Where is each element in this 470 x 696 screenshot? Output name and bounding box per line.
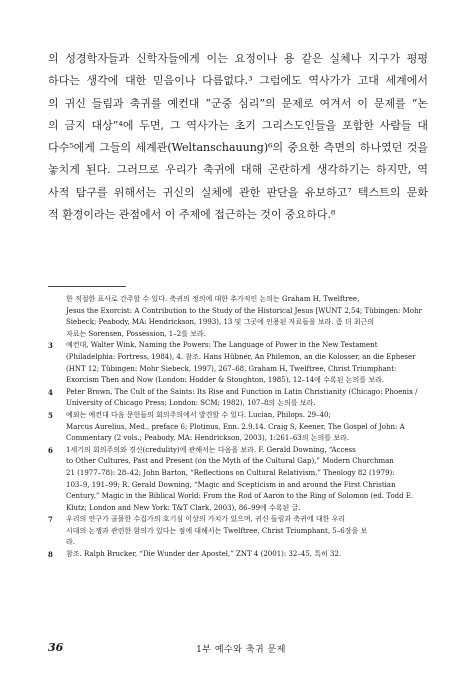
footnote-number: 5: [48, 410, 53, 420]
footnote-line: (Philadelphia: Fortress, 1984), 4. 참조. Hans Hübner, An Philemon, an die Kolosser, an die Epheser: [66, 352, 416, 361]
footnote-number: [48, 294, 66, 340]
body-text: [48, 48, 428, 226]
footnote-line: Siebeck; Peabody, MA: Hendrickson, 1993), 13 및 그곳에 인용된 자료들을 보라. 좀 더 최근의: [66, 318, 375, 327]
footnote-8: [48, 549, 434, 561]
footnote-number: 4: [48, 387, 53, 397]
footnote-line: (HNT 12; Tübingen: Mohr Siebeck, 1997), 267–68, Graham H, Twelftree, Christ Triumphant:: [66, 364, 397, 373]
body-line: 의 귀신 들림과 축귀를 예컨대 “군중 심리”의 문제로 여겨서 이 문제를 “논: [48, 96, 428, 110]
footnote-line: 예외는 예컨대 다음 문헌들의 회의주의에서 발견할 수 있다. Lucian, Philops. 29–40;: [66, 410, 331, 419]
page-number: 36: [48, 641, 64, 654]
footnote-4: [48, 387, 434, 410]
footnote-line: 우리의 연구가 골몰한 수집가의 호기심 이상의 가치가 있으며, 귀신 들림과 축귀에 대한 우리: [66, 515, 346, 524]
running-head: 1부 예수와 축귀 문제: [196, 645, 286, 655]
footnote-line: Klutz; London and New York: T&T Clark, 2003), 86–99에 수록된 글.: [66, 503, 301, 512]
footnote-6: [48, 445, 434, 515]
body-line: 하다는 생각에 대한 믿음이나 다름없다.³ 그럼에도 역사가가 고대 세계에서: [48, 74, 428, 88]
footnote-3: [48, 340, 434, 386]
footnote-divider: [48, 286, 126, 287]
page-footer: [48, 641, 434, 657]
footnote-line: Commentary (2 vols.; Peabody, MA: Hendrickson, 2003), 1:261–63의 논의를 보라.: [66, 434, 349, 443]
body-line: 사적 탐구를 위해서는 귀신의 실체에 관한 판단을 유보하고⁷ 텍스트의 문화: [48, 185, 428, 199]
body-line: 다수⁵에게 그들의 세계관(Weltanschauung)⁶의 중요한 측면의 하나였던 것을: [48, 141, 428, 155]
footnote-line: 1세기의 회의주의와 경신(credulity)에 관해서는 다음을 보라. F. Gerald Downing, “Access: [66, 445, 356, 454]
footnote-line: 예컨대, Walter Wink, Naming the Powers: The Language of Power in the New Testament: [66, 341, 378, 350]
footnote-number: 6: [48, 445, 53, 455]
footnote-line: University of Chicago Press; London: SCM; 1982), 107–8의 논의를 보라.: [66, 399, 316, 408]
footnote-line: 103–9, 191–99; R. Gerald Downing, “Magic and Scepticism in and around the First Christian: [66, 480, 396, 489]
footnote-line: 자료는 Sorensen, Possession, 1–2를 보라.: [66, 329, 206, 338]
footnote-number: 8: [48, 550, 53, 560]
footnote-line: to Other Cultures, Past and Present (on the Myth of the Cultural Gap),” Modern Churchman: [66, 457, 394, 466]
footnotes: [48, 294, 434, 561]
body-line: 적 환경이라는 관점에서 이 주제에 접근하는 것이 중요하다.⁸: [48, 208, 336, 222]
footnote-line: Jesus the Exorcist: A Contribution to the Study of the Historical Jesus [WUNT 2,54; Tübingen: Mohr: [66, 306, 422, 315]
footnote-number: 3: [48, 341, 53, 351]
body-line: 놓치게 된다. 그러므로 우리가 축귀에 대해 곤란하게 생각하기는 하지만, 역: [48, 163, 428, 177]
footnote-5: [48, 410, 434, 445]
footnote-7: [48, 514, 434, 549]
footnote-line: Century,” Magic in the Biblical World: From the Rod of Aaron to the Ring of Solomon (ed. Todd E.: [66, 492, 414, 501]
footnote-line: Peter Brown, The Cult of the Saints: Its Rise and Function in Latin Christianity (Chicago: Phoenix /: [66, 387, 418, 396]
body-line: 의 금지 대상”⁴에 두면, 그 역사가는 초기 그리스도인들을 포함한 사람들 대: [48, 118, 428, 132]
footnote-line: 한 적절한 표사로 간주할 수 있다. 축귀의 정의에 대한 추가적인 논의는 Graham H, Twelftree,: [66, 295, 360, 303]
body-line: 의 성경학자들과 신학자들에게 이는 요정이나 용 같은 실체나 지구가 평평: [48, 52, 428, 65]
footnote-line: 21 (1977–78): 28–42; John Barton, “Reflections on Cultural Relativism,” Theology 82 (1979):: [66, 468, 395, 477]
footnote-line: Marcus Aurelius, Med., preface 6; Plotinus, Enn. 2.9.14. Craig S, Keener, The Gospel of John: A: [66, 422, 405, 431]
footnote-line: 라.: [66, 538, 75, 547]
footnote-continued: [48, 294, 434, 340]
footnote-line: 시대의 논쟁과 관련한 함의가 있다는 점에 대해서는 Twelftree, Christ Triumphant, 5–6장을 보: [66, 526, 368, 535]
footnote-line: Exorcism Then and Now (London: Hodder & Stoughton, 1985), 12–14에 수록된 논의를 보라.: [66, 376, 384, 385]
footnote-number: 7: [48, 515, 53, 525]
footnote-line: 참조. Ralph Brucker, “Die Wunder der Apostel,” ZNT 4 (2001): 32–45, 특히 32.: [66, 550, 342, 559]
